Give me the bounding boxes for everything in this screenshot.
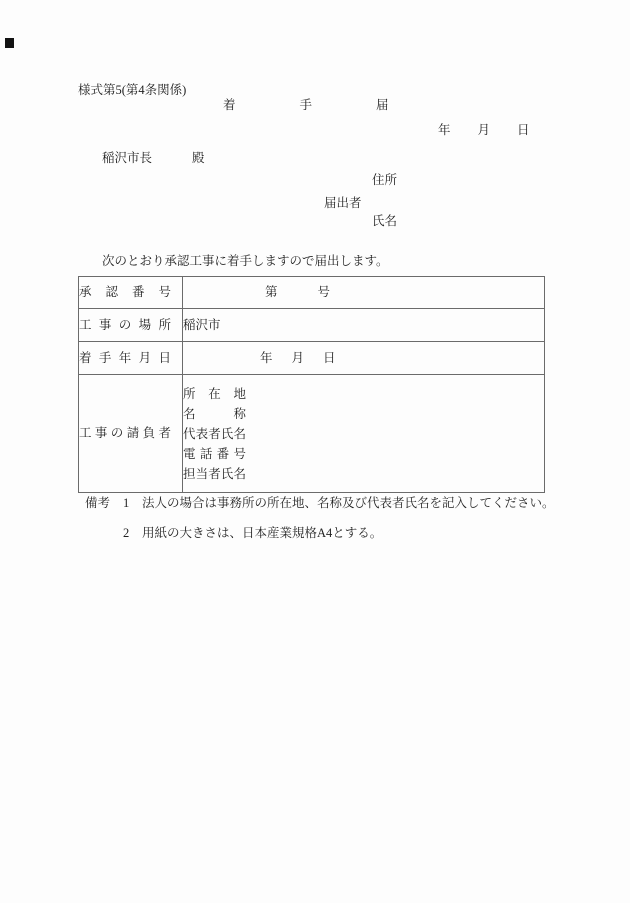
addressee-line xyxy=(102,151,205,165)
work-location-label: 工事の場所 xyxy=(79,317,171,332)
approval-number-label: 承認番号 xyxy=(79,285,171,300)
approval-number-suffix: 号 xyxy=(317,285,331,300)
approval-number-prefix: 第 xyxy=(265,285,278,300)
start-date-label-cell xyxy=(79,342,183,375)
work-location-label-cell xyxy=(79,309,183,342)
note-1-text: 法人の場合は事務所の所在地、名称及び代表者氏名を記入してください。 xyxy=(142,496,555,510)
declarant-address-label: 住所 xyxy=(372,173,398,187)
table-row-contractor xyxy=(79,375,545,493)
note-2 xyxy=(85,526,382,540)
work-location-value: 稲沢市 xyxy=(183,317,221,332)
start-date-value: 年月日 xyxy=(260,350,355,365)
note-1 xyxy=(85,496,555,510)
addressee-honorific: 殿 xyxy=(192,151,205,165)
contractor-label-cell xyxy=(79,375,183,493)
start-date-label: 着手年月日 xyxy=(79,350,171,365)
contractor-field-location: 所在地 xyxy=(183,386,246,401)
declarant-role-label: 届出者 xyxy=(324,196,362,210)
form-number: 様式第5(第4条関係) xyxy=(78,83,187,97)
page-title: 着手届 xyxy=(223,98,453,112)
table-row-approval-number xyxy=(79,277,545,309)
contractor-field-contact: 担当者氏名 xyxy=(183,466,246,481)
note-2-number: 2 xyxy=(123,526,130,540)
table-row-start-date xyxy=(79,342,545,375)
note-1-number: 1 xyxy=(123,496,130,510)
note-2-text: 用紙の大きさは、日本産業規格A4とする。 xyxy=(142,526,383,540)
body-sentence: 次のとおり承認工事に着手しますので届出します。 xyxy=(102,254,389,268)
addressee-name: 稲沢市長 xyxy=(102,151,153,165)
contractor-field-phone: 電話番号 xyxy=(183,446,246,461)
approval-table xyxy=(78,276,545,493)
scan-artifact-mark xyxy=(5,38,14,48)
table-row-work-location xyxy=(79,309,545,342)
contractor-fields-cell xyxy=(183,375,545,493)
contractor-field-representative: 代表者氏名 xyxy=(183,426,246,441)
start-date-value-cell xyxy=(183,342,545,375)
declarant-name-label: 氏名 xyxy=(372,214,398,228)
contractor-field-name: 名称 xyxy=(183,406,246,421)
header-date-line: 年月日 xyxy=(438,123,557,137)
contractor-label: 工事の請負者 xyxy=(79,426,171,441)
work-location-value-cell xyxy=(183,309,545,342)
approval-number-label-cell xyxy=(79,277,183,309)
approval-number-value-cell xyxy=(183,277,545,309)
notes-heading: 備考 xyxy=(85,496,111,510)
